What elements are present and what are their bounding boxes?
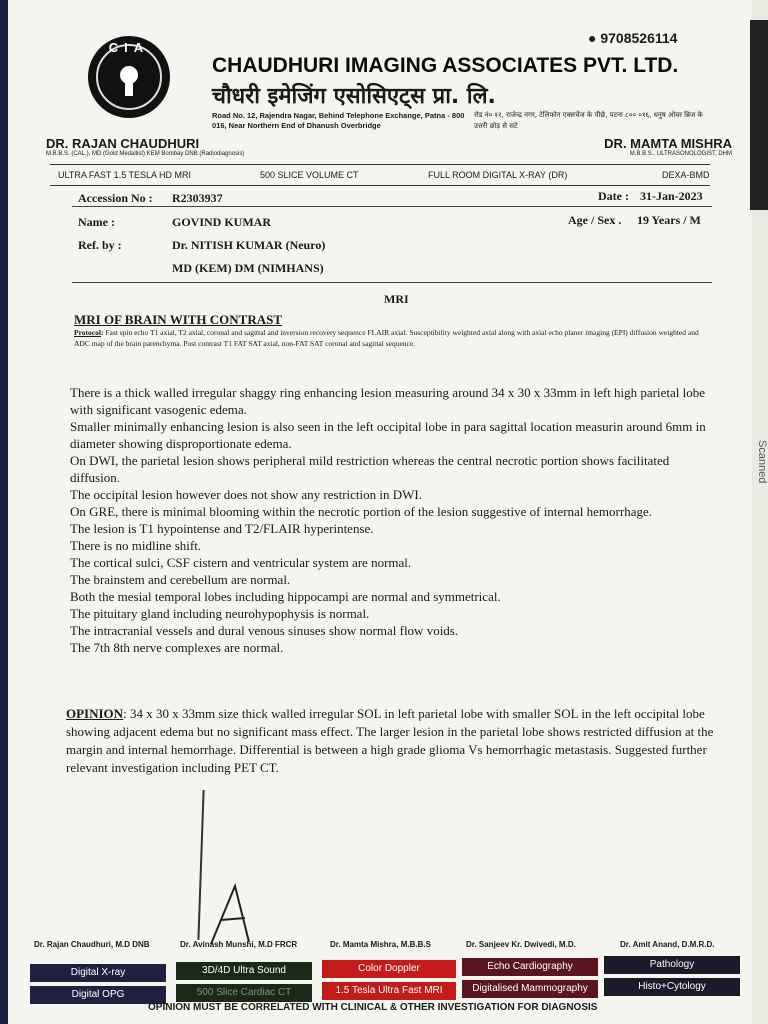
service-cell: Digital OPG (30, 986, 166, 1004)
finding-line: There is a thick walled irregular shaggy ring enhancing lesion measuring around 34 x 30 x 33mm in left high parietal lobe with significant vasogenic edema. (70, 385, 706, 417)
finding-line: The lesion is T1 hypointense and T2/FLAIR hyperintense. (70, 521, 374, 536)
finding-line: Both the mesial temporal lobes including hippocampi are normal and symmetrical. (70, 589, 501, 604)
date-value: 31-Jan-2023 (640, 189, 703, 203)
footer-doctor: Dr. Rajan Chaudhuri, M.D DNB (34, 940, 150, 949)
modality-heading: MRI (384, 292, 409, 306)
phone-icon: ● (588, 30, 597, 46)
finding-line: There is no midline shift. (70, 538, 202, 553)
company-name: CHAUDHURI IMAGING ASSOCIATES PVT. LTD. (212, 54, 679, 77)
phone-value: 9708526114 (600, 30, 678, 46)
accession-value: R2303937 (172, 191, 223, 205)
doctor-right-name: DR. MAMTA MISHRA (604, 136, 732, 151)
service-item: ULTRA FAST 1.5 TESLA HD MRI (58, 170, 192, 180)
service-cell: 500 Slice Cardiac CT (176, 984, 312, 1002)
service-cell: Color Doppler (322, 960, 456, 978)
doctor-left-qualification: M.B.B.S. (CAL.), MD (Gold Medallist) KEM Bombay DNB (Radiodiagnosis) (46, 151, 245, 157)
finding-line: The cortical sulci, CSF cistern and ventricular system are normal. (70, 555, 412, 570)
age-label: Age / Sex . (568, 213, 622, 227)
service-cell: Pathology (604, 956, 740, 974)
service-item: FULL ROOM DIGITAL X-RAY (DR) (428, 170, 568, 180)
service-cell: Digital X-ray (30, 964, 166, 982)
date-label: Date : (598, 189, 629, 203)
footer-doctor: Dr. Mamta Mishra, M.B.B.S (330, 940, 431, 949)
service-cell: Echo Cardiography (462, 958, 598, 976)
study-title: MRI OF BRAIN WITH CONTRAST (74, 312, 283, 327)
phone-number (588, 30, 677, 46)
scanned-watermark: Scanned (756, 440, 768, 484)
finding-line: On DWI, the parietal lesion shows peripheral mild restriction whereas the central necrotic portion shows facilitated diffusion. (70, 453, 670, 485)
finding-line: The occipital lesion however does not show any restriction in DWI. (70, 487, 422, 502)
service-cell: 3D/4D Ultra Sound (176, 962, 312, 980)
finding-line: The brainstem and cerebellum are normal. (70, 572, 291, 587)
footer-doctor: Dr. Sanjeev Kr. Dwivedi, M.D. (466, 940, 576, 949)
footer-doctor: Dr. Avinash Munshi, M.D FRCR (180, 940, 298, 949)
service-item: 500 SLICE VOLUME CT (260, 170, 359, 180)
opinion-paragraph: OPINION: 34 x 30 x 33mm size thick walled irregular SOL in left parietal lobe with smaller SOL in the left occipital lobe showing adjacent edema but no significant mass effect. The larger lesion in the parietal lobe shows restricted diffusion at the margin and internal hemorrhage. Differential is between a high grade glioma Vs hemorrhagic metastasis. Suggested further relevant investigation including PET CT. (66, 706, 714, 775)
finding-line: The intracranial vessels and dural venous sinuses show normal flow voids. (70, 623, 459, 638)
keyhole-stem (125, 80, 133, 96)
ref-qualification: MD (KEM) DM (NIMHANS) (172, 261, 324, 275)
finding-line: Smaller minimally enhancing lesion is also seen in the left occipital lobe in para sagittal location measurin around 6mm in diameter showing disproportionate edema. (70, 419, 706, 451)
findings-list (70, 384, 720, 656)
opinion-label: OPINION (66, 706, 124, 721)
footer-doctor: Dr. Amit Anand, D.M.R.D. (620, 940, 715, 949)
separator-line (72, 282, 712, 283)
doctor-left-name: DR. RAJAN CHAUDHURI (46, 136, 200, 151)
right-page-edge (750, 20, 768, 210)
protocol-label: Protocol (74, 328, 101, 337)
disclaimer: OPINION MUST BE CORRELATED WITH CLINICAL & OTHER INVESTIGATION FOR DIAGNOSIS (148, 1002, 598, 1013)
protocol-body: Fast spin echo T1 axial, T2 axial, coronal and sagittal and inversion recovery sequence FLAIR axial. Susceptibility weighted axial along with axial echo planer imaging (EPI) diffusion weighted and ADC map of the brain parenchyma. Post contrast T1 FAT SAT axial, non-FAT SAT coronal and sagittal sequence. (74, 328, 699, 348)
service-cell: 1.5 Tesla Ultra Fast MRI (322, 982, 456, 1000)
finding-line: The 7th 8th nerve complexes are normal. (70, 640, 284, 655)
name-label: Name : (78, 215, 115, 229)
service-item: DEXA-BMD (662, 170, 710, 180)
cia-logo (88, 36, 170, 118)
service-cell: Digitalised Mammography (462, 980, 598, 998)
separator-line (72, 206, 712, 207)
protocol-text: Protocol: Fast spin echo T1 axial, T2 axial, coronal and sagittal and inversion recovery sequence FLAIR axial. Susceptibility weighted axial along with axial echo planer imaging (EPI) diffusion weighted and ADC map of the brain parenchyma. Post contrast T1 FAT SAT axial, non-FAT SAT coronal and sagittal sequence. (74, 328, 699, 348)
patient-name: GOVIND KUMAR (172, 215, 271, 229)
doctor-right-qualification: M.B.B.S., ULTRASONOLOGIST, DHM (629, 151, 732, 157)
address: Road No. 12, Rajendra Nagar, Behind Telephone Exchange, Patna - 800 016, Near Northern End of Dhanush Overbridge (212, 111, 465, 130)
ref-doctor: Dr. NITISH KUMAR (Neuro) (172, 238, 326, 252)
company-name-hindi: चौधरी इमेजिंग एसोसिएट्स प्रा. लि. (212, 84, 496, 109)
service-cell: Histo+Cytology (604, 978, 740, 996)
finding-line: The pituitary gland including neurohypophysis is normal. (70, 606, 370, 621)
finding-line: On GRE, there is minimal blooming within the necrotic portion of the lesion suggestive of internal hemorrhage. (70, 504, 652, 519)
services-bar (50, 164, 710, 186)
opinion-text: 34 x 30 x 33mm size thick walled irregular SOL in left parietal lobe with smaller SOL in the left occipital lobe showing adjacent edema but no significant mass effect. The larger lesion in the parietal lobe shows restricted diffusion at the margin and internal hemorrhage. Differential is between a high grade glioma Vs hemorrhagic metastasis. Suggested further relevant investigation including PET CT. (66, 706, 714, 775)
accession-label: Accession No : (78, 191, 153, 205)
logo-text: CIA (108, 40, 150, 55)
address-hindi: रोड नं० १२, राजेन्द्र नगर, टेलिफोन एक्सचेंज के पीछे, पटना ८०० ०१६, धनुष ओवर ब्रिज के उत्तरी छोड़ से सटे (474, 111, 703, 130)
ref-label: Ref. by : (78, 238, 122, 252)
age-value: 19 Years / M (637, 213, 701, 227)
